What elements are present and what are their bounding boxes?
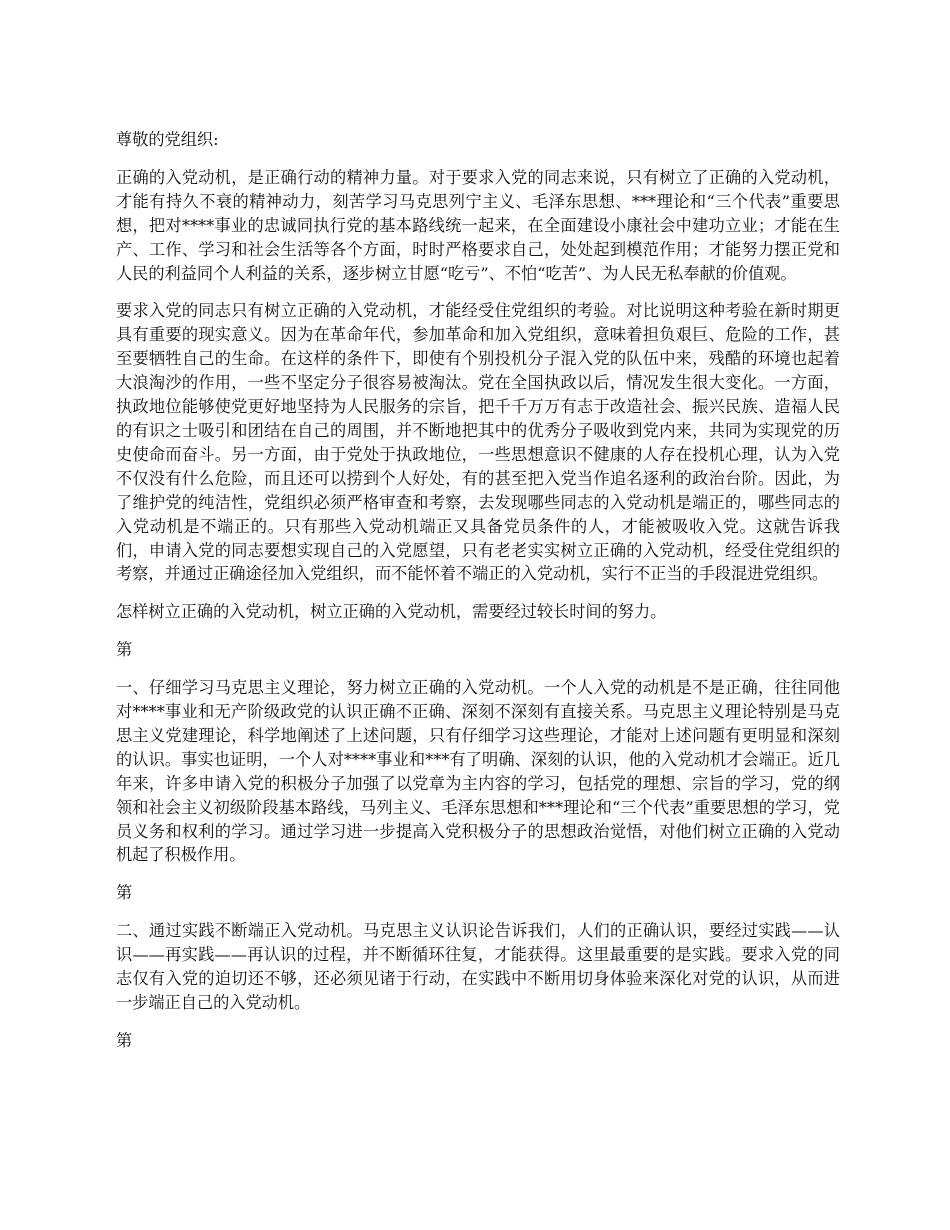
paragraph-marker-2: 第 bbox=[116, 883, 133, 903]
paragraph-marker-1: 第 bbox=[116, 640, 133, 660]
paragraph-marker-3: 第 bbox=[116, 1030, 133, 1050]
paragraph-how-to: 怎样树立正确的入党动机，树立正确的入党动机，需要经过较长时间的努力。 bbox=[116, 602, 667, 622]
paragraph-party-test: 要求入党的同志只有树立正确的入党动机，才能经受住党组织的考验。对比说明这种考验在新时期更具有重要的现实意义。因为在革命年代，参加革命和加入党组织，意味着担负艰巨、危险的工作，甚至要牺牲自己的生命。在这样的条件下，即使有个别投机分子混入党的队伍中来，残酷的环境也起着大浪淘沙的作用，一些不坚定分子很容易被淘汰。党在全国执政以后，情况发生很大变化。一方面，执政地位能够使党更好地坚持为人民服务的宗旨，把千千万万有志于改造社会、振兴民族、造福人民的有识之士吸引和团结在自己的周围，并不断地把其中的优秀分子吸收到党内来，共同为实现党的历史使命而奋斗。另一方面，由于党处于执政地位，一些思想意识不健康的人存在投机心理，认为入党不仅没有什么危险，而且还可以捞到个人好处，有的甚至把入党当作追名逐利的政治台阶。因此，为了维护党的纯洁性，党组织必须严格审查和考察，去发现哪些同志的入党动机是端正的，哪些同志的入党动机是不端正的。只有那些入党动机端正又具备党员条件的人，才能被吸收入党。这就告诉我们，申请入党的同志要想实现自己的入党愿望，只有老老实实树立正确的入党动机，经受住党组织的考察，并通过正确途径加入党组织，而不能怀着不端正的入党动机，实行不正当的手段混进党组织。 bbox=[116, 301, 840, 584]
salutation: 尊敬的党组织: bbox=[116, 130, 219, 149]
document-body bbox=[116, 128, 840, 1067]
paragraph-motive-importance: 正确的入党动机，是正确行动的精神力量。对于要求入党的同志来说，只有树立了正确的入党动机，才能有持久不衰的精神动力，刻苦学习马克思列宁主义、毛泽东思想、***理论和“三个代表”重要思想，把对****事业的忠诚同执行党的基本路线统一起来，在全面建设小康社会中建功立业；才能在生产、工作、学习和社会生活等各个方面，时时严格要求自己，处处起到模范作用；才能努力摆正党和人民的利益同个人利益的关系，逐步树立甘愿“吃亏”、不怕“吃苦”、为人民无私奉献的价值观。 bbox=[116, 167, 840, 283]
paragraph-study-theory: 一、仔细学习马克思主义理论，努力树立正确的入党动机。一个人入党的动机是不是正确，往往同他对****事业和无产阶级政党的认识正确不正确、深刻不深刻有直接关系。马克思主义理论特别是马克思主义党建理论，科学地阐述了上述问题，只有仔细学习这些理论，才能对上述问题有更明显和深刻的认识。事实也证明，一个人对****事业和***有了明确、深刻的认识，他的入党动机才会端正。近几年来，许多申请入党的积极分子加强了以党章为主内容的学习，包括党的理想、宗旨的学习，党的纲领和社会主义初级阶段基本路线，马列主义、毛泽东思想和***理论和“三个代表”重要思想的学习，党员义务和权利的学习。通过学习进一步提高入党积极分子的思想政治觉悟，对他们树立正确的入党动机起了积极作用。 bbox=[116, 678, 840, 865]
paragraph-practice: 二、通过实践不断端正入党动机。马克思主义认识论告诉我们，人们的正确认识，要经过实践——认识——再实践——再认识的过程，并不断循环往复，才能获得。这里最重要的是实践。要求入党的同志仅有入党的迫切还不够，还必须见诸于行动，在实践中不断用切身体验来深化对党的认识，从而进一步端正自己的入党动机。 bbox=[116, 921, 840, 1012]
